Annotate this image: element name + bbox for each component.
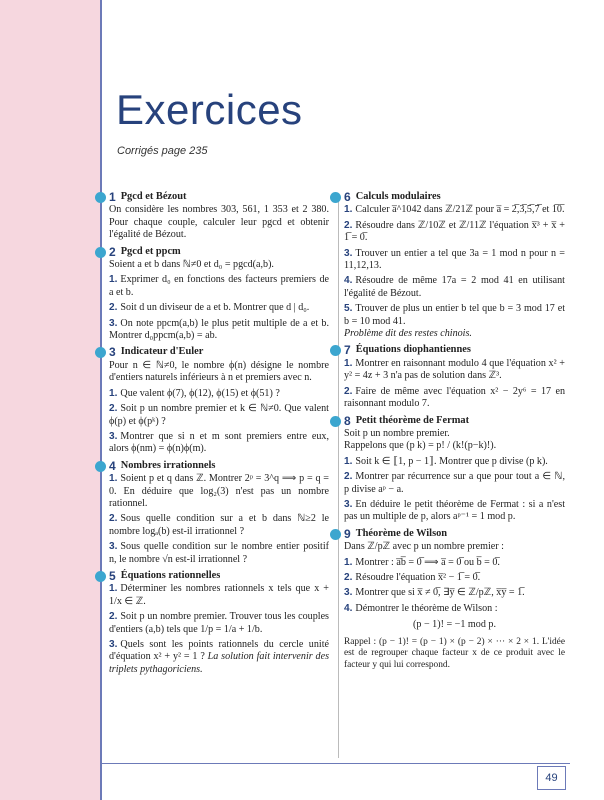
exercise-heading	[109, 246, 329, 258]
column-divider	[338, 198, 339, 758]
exercise-7	[344, 344, 565, 410]
exercise-number: 2	[109, 244, 116, 259]
exercise-title: Pgcd et ppcm	[120, 245, 181, 257]
question-item: 2. Soit p un nombre premier et k ∈ ℕ≠0. Que valent ϕ(p) et ϕ(pᵏ) ?	[109, 403, 329, 427]
question-item: 1. Exprimer d₀ en fonctions des facteurs premiers de a et b.	[109, 274, 329, 298]
exercise-number: 7	[344, 343, 351, 358]
exercise-intro: Soient a et b dans ℕ≠0 et d₀ = pgcd(a,b).	[109, 259, 274, 271]
hint-text: Problème dit des restes chinois.	[344, 328, 472, 340]
exercise-title: Pgcd et Bézout	[120, 191, 187, 202]
question-item: 3. En déduire le petit théorème de Fermat : si a n'est pas un multiple de p, alors aᵖ⁻¹ = 1 mod p.	[344, 498, 565, 523]
question-item: 1. Calculer a̅^1042 dans ℤ/21ℤ pour a̅ = 2̅,3̅,5̅,7̅ et 1̅0̅.	[344, 204, 565, 216]
exercise-number: 8	[344, 413, 351, 428]
exercise-title: Nombres irrationnels	[120, 459, 216, 471]
question-item: 1. Montrer : a̅b̅ = 0̅ ⟹ a̅ = 0̅ ou b̅ = 0̅.	[344, 556, 500, 568]
question-item: 2. Montrer par récurrence sur a que pour tout a ∈ ℕ, p divise aᵖ − a.	[344, 471, 565, 495]
exercise-heading	[109, 460, 329, 472]
exercise-bullet-icon	[330, 416, 341, 427]
exercise-title: Petit théorème de Fermat	[355, 414, 470, 426]
question-item: 4. Démontrer le théorème de Wilson :	[344, 602, 498, 614]
exercise-intro: Dans ℤ/pℤ avec p un nombre premier :	[344, 541, 504, 553]
exercise-5	[109, 570, 329, 676]
exercise-heading	[109, 191, 329, 203]
exercise-number: 4	[109, 458, 116, 473]
exercise-bullet-icon	[95, 192, 106, 203]
question-item: 5. Trouver de plus un entier b tel que b = 3 mod 17 et b = 10 mod 41. Problème dit des restes chinois.	[344, 303, 565, 340]
reminder-note: Rappel : (p − 1)! = (p − 1) × (p − 2) × ··· × 2 × 1. L'idée est de regrouper chaque facteur x de ce produit avec le facteur y qui lui correspond.	[344, 636, 565, 670]
question-item: 2. Soit p un nombre premier. Trouver tous les couples d'entiers (a,b) tels que 1/p = 1/a + 1/b.	[109, 611, 329, 635]
page-title: Exercices	[116, 86, 303, 133]
question-item: 3. Trouver un entier a tel que 3a = 1 mod n pour n = 11,12,13.	[344, 247, 565, 272]
exercise-number: 1	[109, 190, 116, 204]
question-item: 2. Résoudre dans ℤ/10ℤ et ℤ/11ℤ l'équation x̅³ + x̅ + 1̅ = 0̅.	[344, 219, 565, 244]
page-number: 49	[537, 766, 566, 790]
exercise-number: 9	[344, 526, 351, 541]
question-item: 1. Déterminer les nombres rationnels x tels que x + 1/x ∈ ℤ.	[109, 583, 329, 607]
exercise-number: 6	[344, 190, 351, 204]
footer-rule	[100, 763, 570, 764]
question-item: 2. Sous quelle condition sur a et b dans ℕ≥2 le nombre logₐ(b) est-il irrationnel ?	[109, 513, 329, 537]
wilson-formula: (p − 1)! = −1 mod p.	[413, 619, 496, 631]
exercise-3	[109, 346, 329, 455]
exercise-intro: Soit p un nombre premier.	[344, 427, 450, 439]
exercise-bullet-icon	[95, 461, 106, 472]
exercise-heading	[344, 528, 565, 540]
margin-band	[0, 0, 100, 800]
exercise-heading	[109, 346, 329, 358]
exercise-bullet-icon	[330, 345, 341, 356]
margin-rule	[100, 0, 102, 800]
exercise-title: Indicateur d'Euler	[120, 346, 204, 358]
exercise-bullet-icon	[95, 571, 106, 582]
exercise-intro: Rappelons que (p k) = p! / (k!(p−k)!).	[344, 440, 497, 452]
exercise-bullet-icon	[330, 529, 341, 540]
exercise-4	[109, 460, 329, 566]
question-item: 2. Soit d un diviseur de a et b. Montrer que d | d₀.	[109, 302, 310, 314]
question-item: 1. Soit k ∈ ⟦1, p − 1⟧. Montrer que p divise (p k).	[344, 455, 548, 467]
exercise-1	[109, 191, 329, 242]
exercise-title: Équations diophantiennes	[355, 344, 471, 356]
left-column	[109, 191, 329, 680]
exercise-6	[344, 191, 565, 340]
exercise-bullet-icon	[95, 247, 106, 258]
exercise-number: 5	[109, 568, 116, 583]
question-item: 3. Montrer que si n et m sont premiers entre eux, alors ϕ(nm) = ϕ(n)ϕ(m).	[109, 430, 329, 455]
exercise-bullet-icon	[95, 347, 106, 358]
exercise-heading	[109, 570, 329, 582]
question-item: 1. Soient p et q dans ℤ. Montrer 2ᵖ = 3^q ⟹ p = q = 0. En déduire que log₂(3) n'est pas un nombre rationnel.	[109, 473, 329, 509]
exercise-bullet-icon	[330, 192, 341, 203]
question-item: 3. Montrer que si x̅ ≠ 0̅, ∃y̅ ∈ ℤ/pℤ, x̅y̅ = 1̅.	[344, 587, 525, 599]
question-item: 1. Que valent ϕ(7), ϕ(12), ϕ(15) et ϕ(51) ?	[109, 387, 280, 399]
exercise-9	[344, 528, 565, 672]
question-item: 2. Résoudre l'équation x̅² − 1̅ = 0̅.	[344, 571, 481, 583]
exercise-8	[344, 415, 565, 524]
question-item: 3. On note ppcm(a,b) le plus petit multiple de a et b. Montrer d₀ppcm(a,b) = ab.	[109, 317, 329, 342]
question-item: 2. Faire de même avec l'équation x² − 2y⁶ = 17 en raisonnant modulo 7.	[344, 385, 565, 410]
exercise-heading	[344, 191, 565, 203]
exercise-title: Théorème de Wilson	[355, 527, 448, 539]
question-item: 3. Sous quelle condition sur le nombre entier positif n, le nombre √n est-il irrationnel ?	[109, 541, 329, 565]
exercise-title: Calculs modulaires	[355, 191, 441, 202]
exercise-heading	[344, 415, 565, 427]
question-item: 4. Résoudre de même 17a = 2 mod 41 en utilisant l'égalité de Bézout.	[344, 275, 565, 299]
right-column	[344, 191, 565, 675]
exercise-heading	[344, 344, 565, 356]
exercise-number: 3	[109, 345, 116, 360]
hint-text: La solution fait intervenir des triplets pythagoriciens.	[109, 651, 329, 675]
exercise-intro: Pour n ∈ ℕ≠0, le nombre ϕ(n) désigne le nombre d'entiers naturels inférieurs à n et premiers avec n.	[109, 359, 329, 384]
corrections-reference: Corrigés page 235	[117, 145, 208, 157]
question-item: 3. Quels sont les points rationnels du cercle unité d'équation x² + y² = 1 ? La solution fait intervenir des triplets pythagoriciens.	[109, 639, 329, 675]
exercise-title: Équations rationnelles	[120, 569, 221, 581]
question-item: 1. Montrer en raisonnant modulo 4 que l'équation x² + y² = 4z + 3 n'a pas de solution dans ℤ³.	[344, 357, 565, 382]
exercise-2	[109, 246, 329, 343]
exercise-text: On considère les nombres 303, 561, 1 353 et 2 380. Pour chaque couple, calculer leur pgcd et obtenir l'égalité de Bézout.	[109, 204, 329, 241]
